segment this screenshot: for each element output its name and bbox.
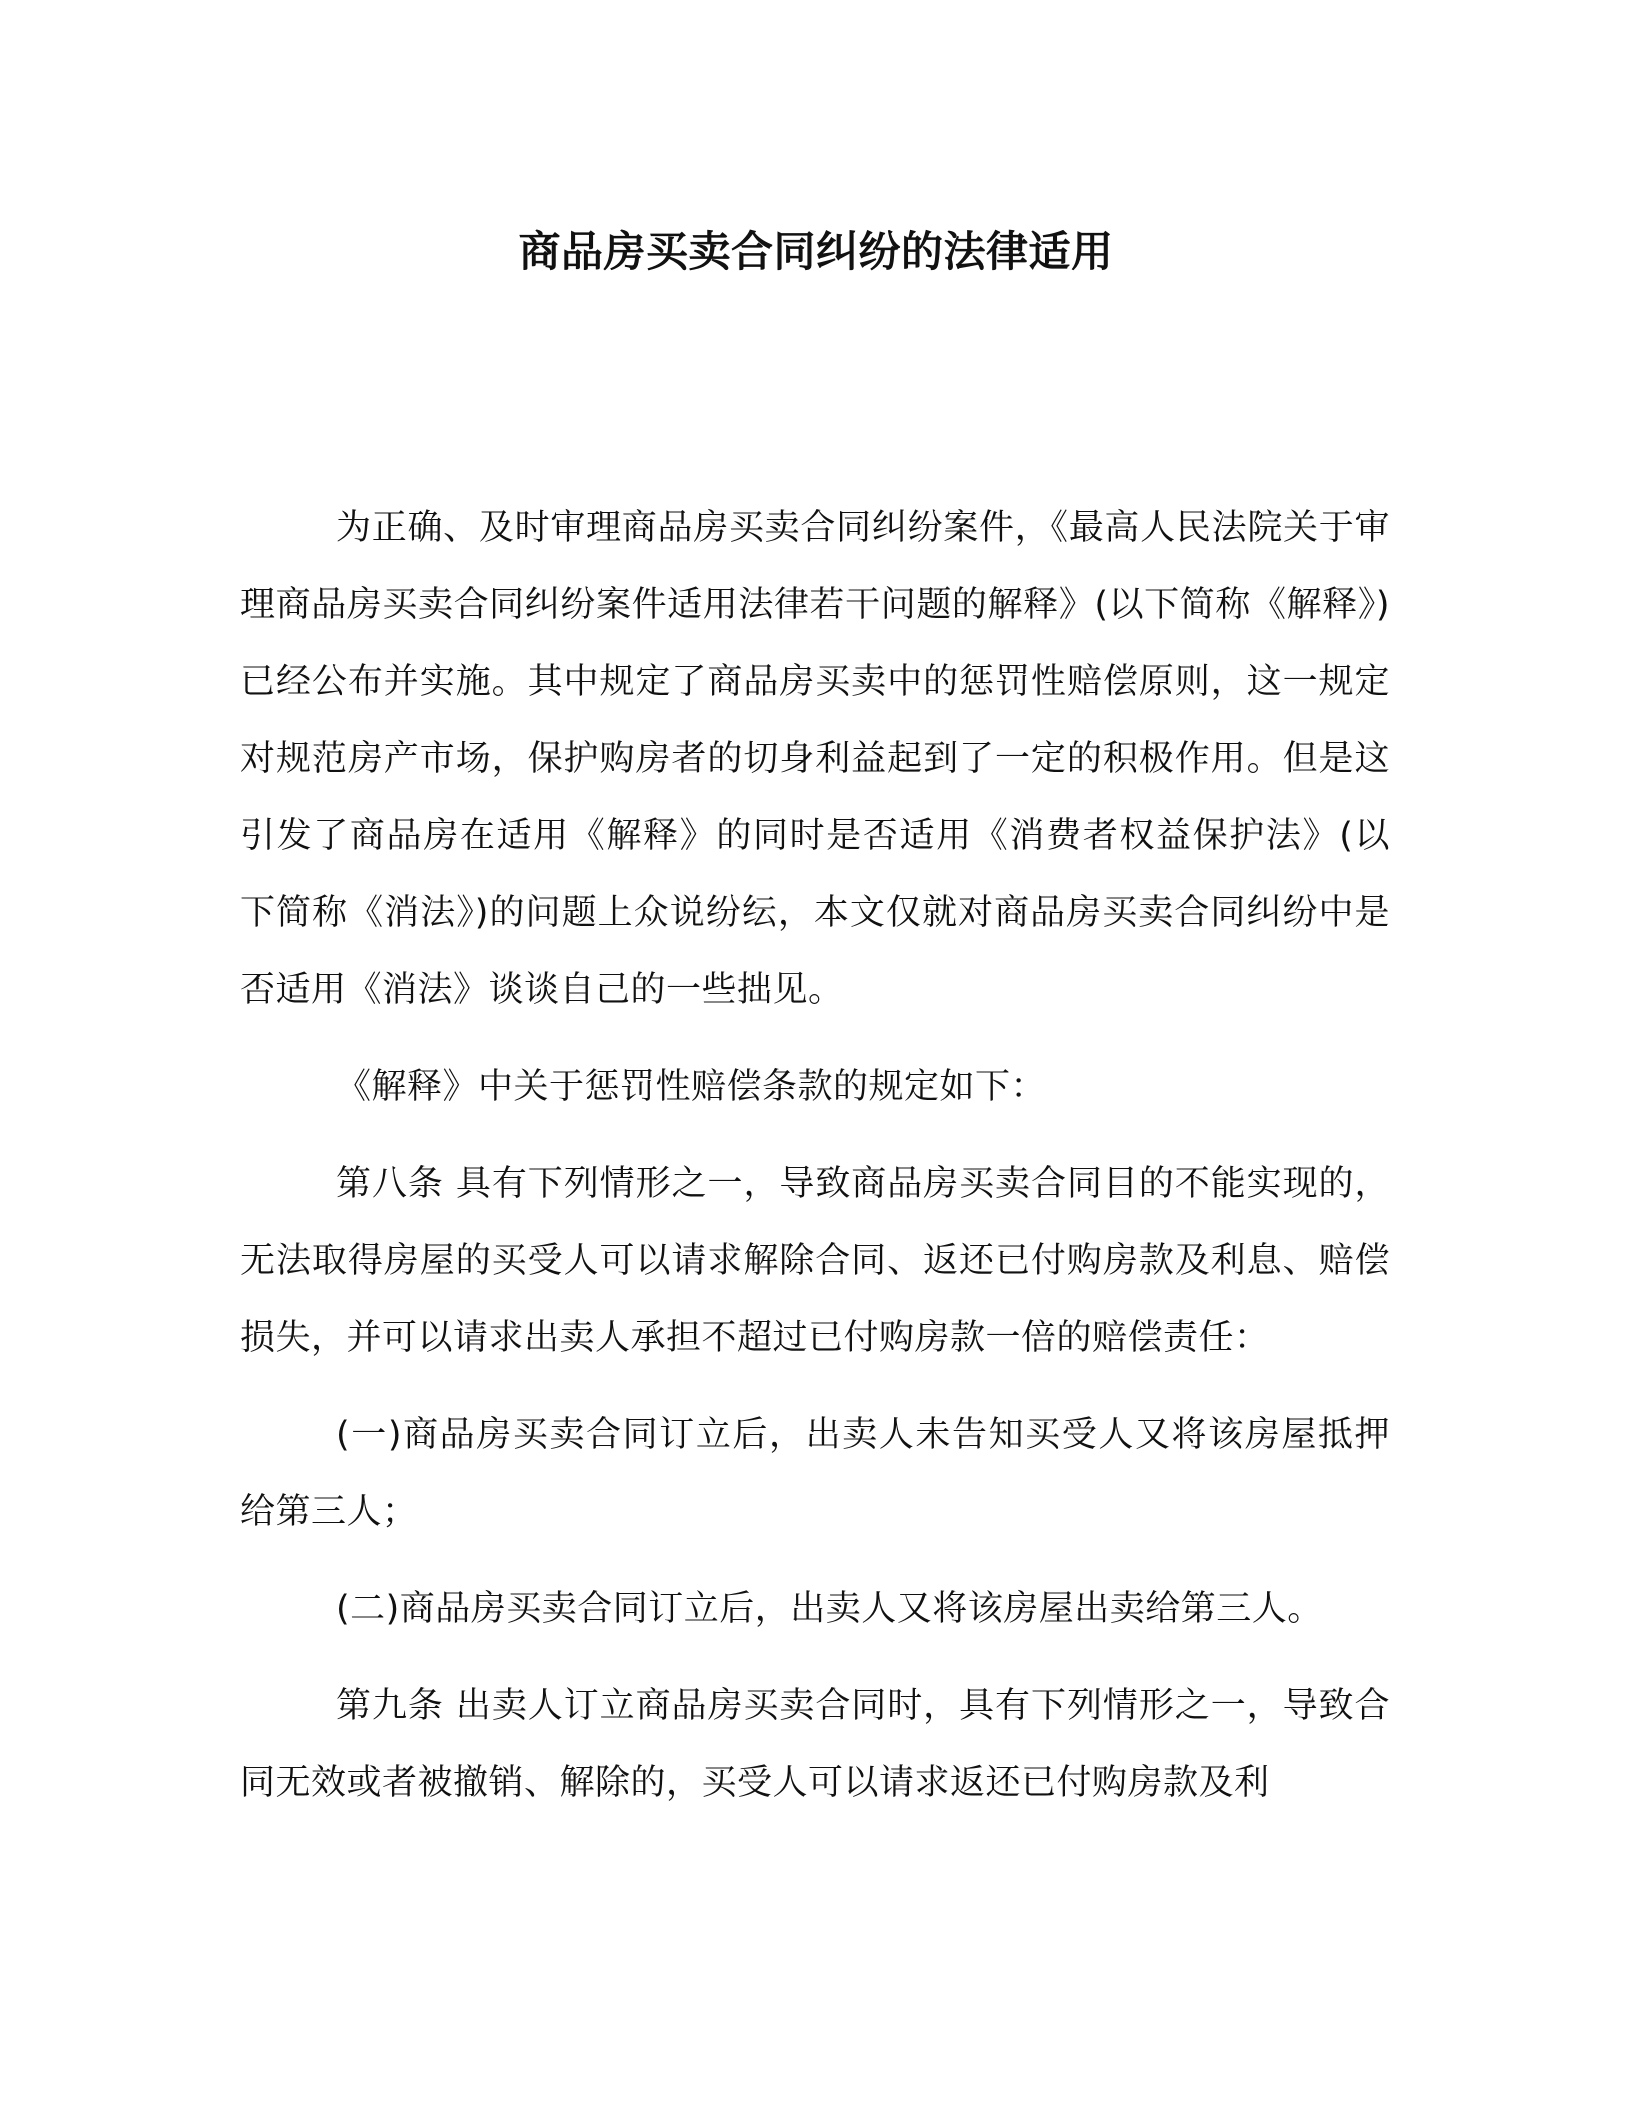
document-title: 商品房买卖合同纠纷的法律适用 bbox=[518, 227, 1114, 276]
paragraph-item-2: (二)商品房买卖合同订立后，出卖人又将该房屋出卖给第三人。 bbox=[336, 1589, 1323, 1629]
paragraph-article-8: 第八条 具有下列情形之一，导致商品房买卖合同目的不能实现的，无法取得房屋的买受人可以请求解除合同、返还已付购房款及利息、赔偿损失，并可以请求出卖人承担不超过已付购房款一倍的赔偿责任： bbox=[240, 1164, 1390, 1358]
paragraph-item-1: (一)商品房买卖合同订立后，出卖人未告知买受人又将该房屋抵押给第三人； bbox=[240, 1415, 1390, 1532]
paragraph-article-9: 第九条 出卖人订立商品房买卖合同时，具有下列情形之一，导致合同无效或者被撤销、解除的，买受人可以请求返还已付购房款及利 bbox=[240, 1686, 1390, 1803]
paragraph-provisions-intro: 《解释》中关于惩罚性赔偿条款的规定如下： bbox=[336, 1067, 1047, 1107]
document-body bbox=[240, 490, 1390, 1822]
paragraph-intro: 为正确、及时审理商品房买卖合同纠纷案件，《最高人民法院关于审理商品房买卖合同纠纷案件适用法律若干问题的解释》(以下简称《解释》)已经公布并实施。其中规定了商品房买卖中的惩罚性赔偿原则，这一规定对规范房产市场，保护购房者的切身利益起到了一定的积极作用。但是这引发了商品房在适用《解释》的同时是否适用《消费者权益保护法》(以下简称《消法》)的问题上众说纷纭，本文仅就对商品房买卖合同纠纷中是否适用《消法》谈谈自己的一些拙见。 bbox=[240, 508, 1390, 1010]
